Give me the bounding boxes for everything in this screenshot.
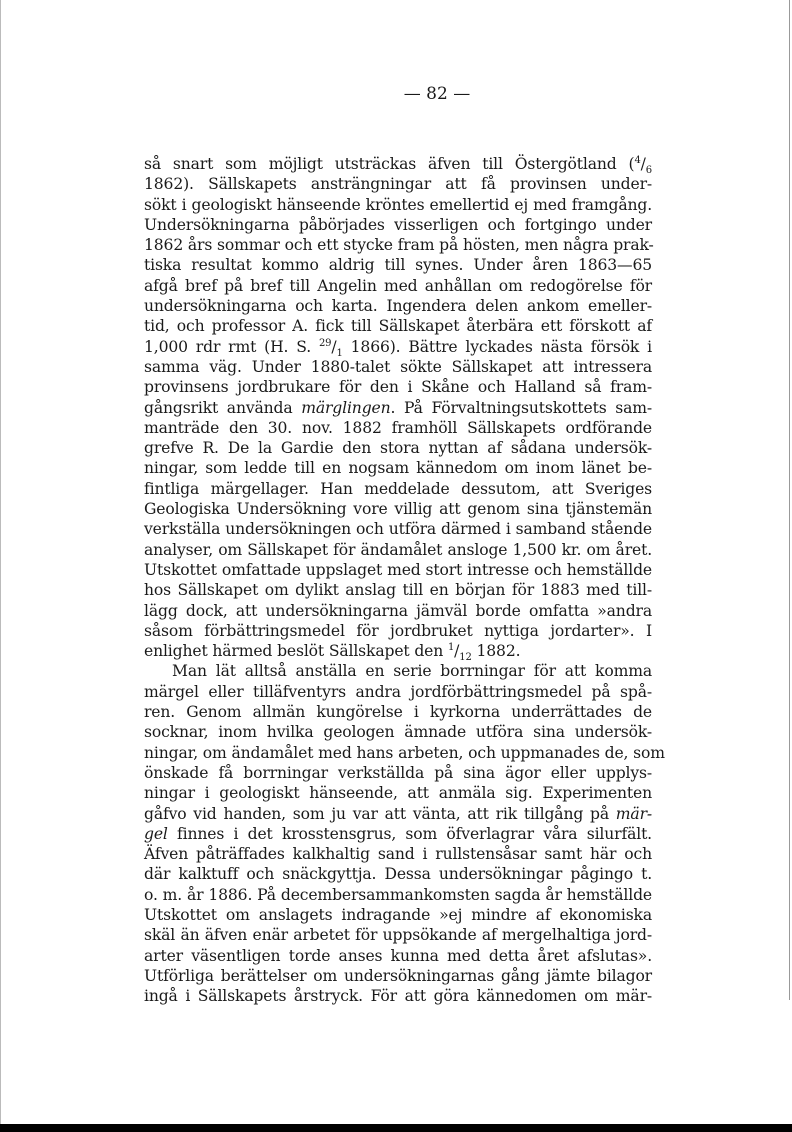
fraction-part: 6 <box>645 165 652 177</box>
text-line <box>144 905 652 925</box>
text-line <box>144 560 652 580</box>
text-line <box>144 986 652 1006</box>
italic-text: mär- <box>615 804 652 823</box>
text-line <box>144 864 652 884</box>
text-line <box>144 966 652 986</box>
text-segment: märgel eller tilläfventyrs andra jordförbättringsmedel på spå- <box>144 682 652 701</box>
text-segment: så snart som möjligt utsträckas äfven till Östergötland ( <box>144 155 635 173</box>
text-line <box>144 296 652 316</box>
text-segment: / <box>331 337 337 356</box>
text-segment: tiska resultat kommo aldrig till synes. Under åren 1863—65 <box>144 256 652 275</box>
text-segment: ingå i Sällskapets årstryck. För att göra kännedomen om mär- <box>144 987 652 1006</box>
text-segment: grefve R. De la Gardie den stora nyttan af sådana undersök- <box>144 439 652 458</box>
text-line <box>144 885 652 905</box>
text-segment: afgå bref på bref till Angelin med anhållan om redogörelse för <box>144 276 652 295</box>
text-segment: / <box>454 642 460 661</box>
text-segment: Utförliga berättelser om undersökningarnas gång jämte bilagor <box>144 966 652 985</box>
text-segment: Äfven påträffades kalkhaltig sand i rullstensåsar samt här och <box>144 845 652 864</box>
text-segment: undersökningarna och karta. Ingendera delen ankom emeller- <box>144 297 652 316</box>
text-segment: sökt i geologiskt hänseende kröntes emellertid ej med framgång. <box>144 195 652 214</box>
text-segment: tid, och professor A. fick till Sällskapet återbära ett förskott af <box>144 317 652 336</box>
text-line <box>144 154 652 177</box>
text-line <box>144 844 652 864</box>
italic-text: gel <box>144 824 168 843</box>
text-segment: provinsens jordbrukare för den i Skåne och Halland så fram- <box>144 378 652 397</box>
text-segment: / <box>640 155 646 173</box>
fraction-part: 29 <box>318 337 332 349</box>
text-line <box>144 763 652 783</box>
text-segment: 1,000 rdr rmt (H. S. <box>144 337 319 356</box>
text-line <box>144 641 652 664</box>
text-segment: ren. Genom allmän kungörelse i kyrkorna underrättades de <box>144 703 652 722</box>
fraction-part: 1 <box>447 641 455 653</box>
text-line <box>144 722 652 742</box>
text-segment: Geologiska Undersökning vore villig att genom sina tjänstemän <box>144 500 652 519</box>
text-line <box>144 519 652 539</box>
text-line <box>144 316 652 336</box>
text-segment: finnes i det krosstensgrus, som öfverlagrar våra silurfält. <box>167 824 652 843</box>
text-segment: lägg dock, att undersökningarna jämväl borde omfatta »andra <box>144 601 652 620</box>
text-line <box>144 438 652 458</box>
text-line <box>144 276 652 296</box>
scan-right-edge <box>789 0 790 1000</box>
page-number: — 82 — <box>403 84 471 104</box>
text-segment: samma väg. Under 1880-talet sökte Sällskapet att intressera <box>144 357 652 376</box>
text-line <box>144 255 652 275</box>
text-segment: ningar, som ledde till en nogsam kännedom om inom länet be- <box>144 459 652 478</box>
text-line <box>144 235 652 255</box>
text-segment: såsom förbättringsmedel för jordbruket nyttiga jordarter». I <box>144 621 652 640</box>
text-segment: ningar, om ändamålet med hans arbeten, och uppmanades de, som <box>144 743 665 762</box>
text-segment: socknar, inom hvilka geologen ämnade utföra sina undersök- <box>144 723 652 742</box>
fraction-part: 1 <box>336 347 343 359</box>
text-segment: o. m. år 1886. På decembersammankomsten sagda år hemställde <box>144 885 652 904</box>
text-segment: Man lät alltså anställa en serie borrningar för att komma <box>172 662 652 681</box>
text-segment: arter väsentligen torde anses kunna med detta året afslutas». <box>144 946 652 965</box>
text-segment: gångsrikt använda <box>144 398 302 417</box>
body-text <box>144 154 665 1006</box>
fraction-part: 4 <box>634 154 641 166</box>
text-line <box>144 458 652 478</box>
text-line <box>144 925 652 945</box>
scan-left-edge <box>0 0 1 1124</box>
text-segment: fintliga märgellager. Han meddelade dessutom, att Sveriges <box>144 479 652 498</box>
text-line <box>144 479 652 499</box>
text-segment: hos Sällskapet om dylikt anslag till en början för 1883 med till- <box>144 581 652 600</box>
text-line <box>144 804 652 824</box>
text-line <box>144 215 652 235</box>
text-line <box>144 946 652 966</box>
text-segment: ningar i geologiskt hänseende, att anmäla sig. Experimenten <box>144 784 652 803</box>
text-line <box>144 702 652 722</box>
text-line <box>144 398 652 418</box>
text-line <box>144 743 665 763</box>
text-segment: enlighet härmed beslöt Sällskapet den <box>144 642 448 661</box>
text-segment: 1866). Bättre lyckades nästa försök i <box>342 337 652 356</box>
text-segment: önskade få borrningar verkställda på sina ägor eller upplys- <box>144 763 652 782</box>
text-segment: där kalktuff och snäckgyttja. Dessa undersökningar pågingo t. <box>144 865 652 884</box>
text-segment: 1862 års sommar och ett stycke fram på hösten, men några prak- <box>144 236 654 255</box>
text-line <box>144 682 652 702</box>
text-line <box>144 824 652 844</box>
text-line <box>144 540 652 560</box>
text-line <box>144 195 652 215</box>
text-line <box>144 601 652 621</box>
text-line <box>144 661 652 681</box>
text-segment: skäl än äfven enär arbetet för uppsökande af mergelhaltiga jord- <box>144 926 652 945</box>
text-line <box>144 783 652 803</box>
text-segment: Utskottet om anslagets indragande »ej mindre af ekonomiska <box>144 905 652 924</box>
text-line <box>144 418 652 438</box>
text-segment: 1862). Sällskapets ansträngningar att få provinsen under- <box>144 175 652 194</box>
text-segment: Utskottet omfattade uppslaget med stort intresse och hemställde <box>144 560 652 579</box>
scan-bottom-border <box>0 1124 792 1132</box>
text-segment: . På Förvaltningsutskottets sam- <box>390 398 652 417</box>
text-line <box>144 377 652 397</box>
text-line <box>144 580 652 600</box>
italic-text: märglingen <box>301 398 391 417</box>
text-segment: 1882. <box>471 642 521 661</box>
text-segment: manträde den 30. nov. 1882 framhöll Sällskapets ordförande <box>144 418 652 437</box>
text-line <box>144 337 652 357</box>
text-segment: gåfvo vid handen, som ju var att vänta, att rik tillgång på <box>144 804 616 823</box>
text-line <box>144 499 652 519</box>
text-line <box>144 357 652 377</box>
text-line <box>144 621 652 641</box>
fraction-part: 12 <box>459 652 472 664</box>
text-segment: Undersökningarna påbörjades visserligen och fortgingo under <box>144 215 652 234</box>
text-segment: verkställa undersökningen och utföra därmed i samband stående <box>144 520 652 539</box>
text-segment: analyser, om Sällskapet för ändamålet ansloge 1,500 kr. om året. <box>144 540 652 559</box>
text-line <box>144 174 652 194</box>
